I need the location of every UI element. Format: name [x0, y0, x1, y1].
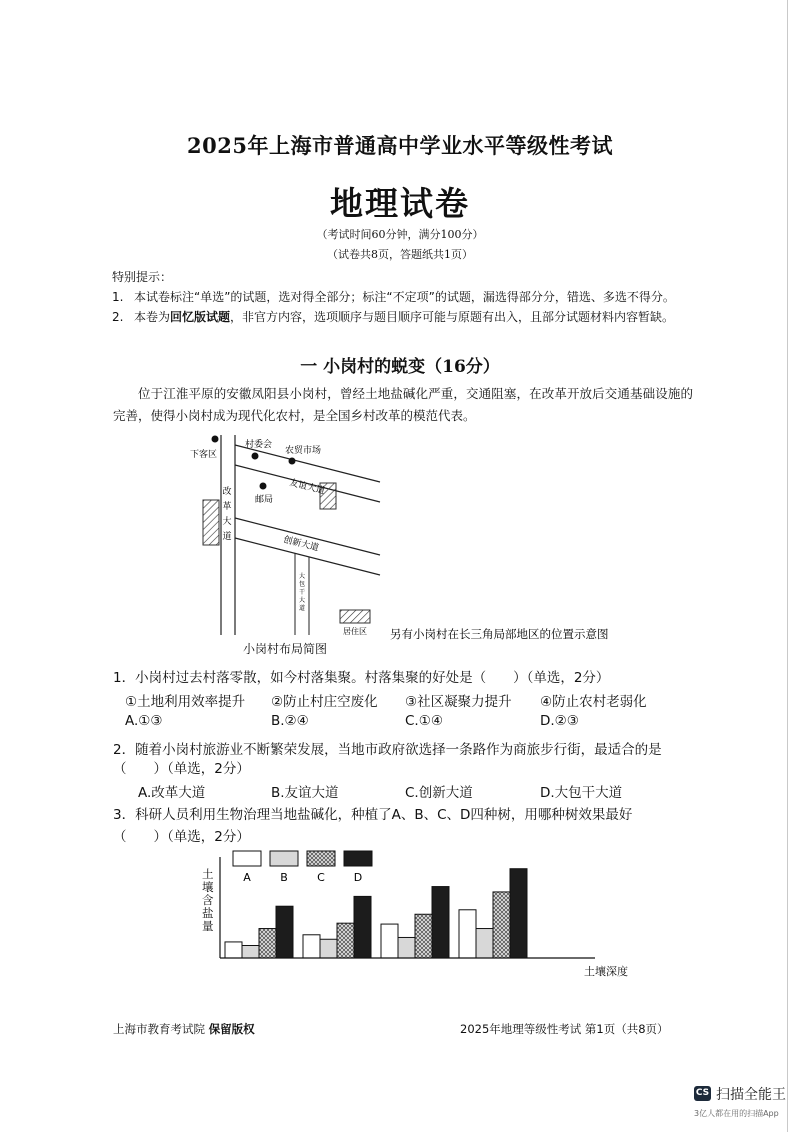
- camscanner-name: 扫描全能王: [716, 1087, 786, 1103]
- committee-label: 村委会: [245, 440, 273, 450]
- bar-b-group-1: [242, 946, 259, 959]
- question-1-statement: ③社区凝聚力提升: [405, 694, 512, 710]
- dabaogan-road-label-char: 干: [298, 589, 306, 596]
- camscanner-tagline: 3亿人都在用的扫描App: [694, 1109, 779, 1118]
- legend-label-c: C: [317, 871, 325, 884]
- note-text-pre: 本卷为: [134, 310, 171, 324]
- question-1-option-d[interactable]: D.②③: [540, 713, 579, 729]
- bus-stop-label: 下客区: [190, 450, 218, 460]
- bar-c-group-3: [415, 914, 432, 958]
- question-1-statement: ①土地利用效率提升: [125, 694, 246, 710]
- question-1-stem: 1．小岗村过去村落零散，如今村落集聚。村落集聚的好处是（ ）（单选，2分）: [113, 670, 610, 686]
- market-marker: [289, 458, 296, 465]
- y-axis-label: 土壤含盐量: [202, 867, 214, 933]
- village-layout-map: [185, 420, 665, 645]
- bar-c-group-2: [337, 923, 354, 958]
- exam-title: 2025年上海市普通高中学业水平等级性考试: [187, 133, 613, 158]
- section-intro: 位于江淮平原的安徽凤阳县小岗村，曾经土地盐碱化严重，交通阻塞，在改革开放后交通基础设施的完善，使得小岗村成为现代化农村，是全国乡村改革的模范代表。: [113, 386, 693, 423]
- note-item-2: [112, 308, 674, 325]
- bar-b-group-2: [320, 939, 337, 958]
- bar-a-group-2: [303, 935, 320, 958]
- hatched-area-residential: [340, 610, 370, 623]
- question-2-option-c[interactable]: C.创新大道: [405, 785, 473, 801]
- market-label: 农贸市场: [285, 446, 322, 456]
- bar-a-group-4: [459, 910, 476, 958]
- question-2-option-b[interactable]: B.友谊大道: [271, 785, 339, 801]
- question-1-option-b[interactable]: B.②④: [271, 713, 309, 729]
- legend-label-a: A: [243, 871, 251, 884]
- legend-label-d: D: [353, 871, 363, 884]
- gaige-road-label-char: 道: [222, 532, 232, 542]
- note-text-bold: 回忆版试题: [170, 310, 231, 324]
- question-1-statement: ②防止村庄空废化: [271, 694, 378, 710]
- page-edge-line: [787, 0, 788, 1132]
- question-1-statement: ④防止农村老弱化: [540, 694, 647, 710]
- footer-publisher: [113, 1021, 255, 1037]
- note-text: 本试卷标注“单选”的试题，选对得全部分；标注“不定项”的试题，漏选得部分分，错选、多选不得分。: [134, 290, 675, 304]
- legend-swatch-a: [233, 851, 261, 866]
- location-map-caption: 另有小岗村在长三角局部地区的位置示意图: [390, 627, 609, 641]
- chart-legend: [233, 851, 372, 884]
- question-2-option-a[interactable]: A.改革大道: [138, 785, 206, 801]
- map-caption: 小岗村布局简图: [243, 642, 328, 656]
- post-office-marker: [260, 483, 267, 490]
- bus-stop-marker: [212, 436, 219, 443]
- note-item-1: [112, 288, 675, 305]
- note-number: 2.: [112, 310, 124, 324]
- bar-c-group-4: [493, 892, 510, 958]
- gaige-road-label-char: 改: [222, 487, 232, 497]
- post-office-label: 邮局: [255, 495, 274, 505]
- soil-salinity-chart: [195, 845, 665, 980]
- dabaogan-road-label-char: 大: [298, 597, 306, 604]
- legend-swatch-d: [344, 851, 372, 866]
- bar-c-group-1: [259, 929, 276, 958]
- bar-b-group-3: [398, 937, 415, 958]
- legend-swatch-b: [270, 851, 298, 866]
- exam-pages-info: （试卷共8页，答题纸共1页）: [327, 248, 473, 261]
- question-1-option-c[interactable]: C.①④: [405, 713, 443, 729]
- residential-label: 居住区: [343, 627, 367, 636]
- note-text-post: ，非官方内容，选项顺序与题目顺序可能与原题有出入，且部分试题材料内容暂缺。: [230, 310, 675, 324]
- bar-d-group-3: [432, 887, 449, 958]
- youyi-road-label: 友谊大道: [288, 478, 326, 497]
- note-number: 1.: [112, 290, 124, 304]
- footer-copyright: 保留版权: [208, 1022, 255, 1036]
- legend-label-b: B: [280, 871, 288, 884]
- exam-time-info: （考试时间60分钟，满分100分）: [316, 228, 484, 241]
- question-2-stem: 2．随着小岗村旅游业不断繁荣发展，当地市政府欲选择一条路作为商旅步行街，最适合的是: [113, 742, 662, 758]
- section-title: 一 小岗村的蜕变（16分）: [300, 357, 500, 377]
- dabaogan-road-label-char: 大: [298, 573, 306, 580]
- bar-b-group-4: [476, 929, 493, 958]
- footer-page-info: 2025年地理等级性考试 第1页（共8页）: [460, 1022, 669, 1036]
- chuangxin-road-label: 创新大道: [282, 535, 320, 554]
- gaige-road-label-char: 革: [222, 502, 232, 512]
- chart-bars: [225, 869, 527, 958]
- question-2-stem-cont: （ ）（单选，2分）: [113, 761, 250, 777]
- bar-a-group-3: [381, 924, 398, 958]
- bar-d-group-2: [354, 896, 371, 958]
- committee-marker: [252, 453, 259, 460]
- question-3-stem: 3．科研人员利用生物治理当地盐碱化，种植了A、B、C、D四种树，用哪种树效果最好: [113, 807, 633, 823]
- bar-a-group-1: [225, 942, 242, 958]
- question-3-stem-cont: （ ）（单选，2分）: [113, 829, 250, 845]
- dabaogan-road-label-char: 包: [298, 581, 306, 588]
- footer-publisher-name: 上海市教育考试院: [113, 1022, 209, 1036]
- bar-d-group-1: [276, 906, 293, 958]
- question-1-option-a[interactable]: A.①③: [125, 713, 163, 729]
- gaige-road-label-char: 大: [222, 517, 232, 527]
- bar-d-group-4: [510, 869, 527, 958]
- question-2-option-d[interactable]: D.大包干大道: [540, 785, 623, 801]
- camscanner-logo: CS: [694, 1086, 711, 1101]
- notes-heading: 特别提示：: [112, 270, 173, 284]
- hatched-area-west: [203, 500, 219, 545]
- legend-swatch-c: [307, 851, 335, 866]
- dabaogan-road-label-char: 道: [298, 605, 306, 612]
- paper-title: 地理试卷: [330, 184, 470, 223]
- x-axis-label: 土壤深度: [584, 965, 628, 978]
